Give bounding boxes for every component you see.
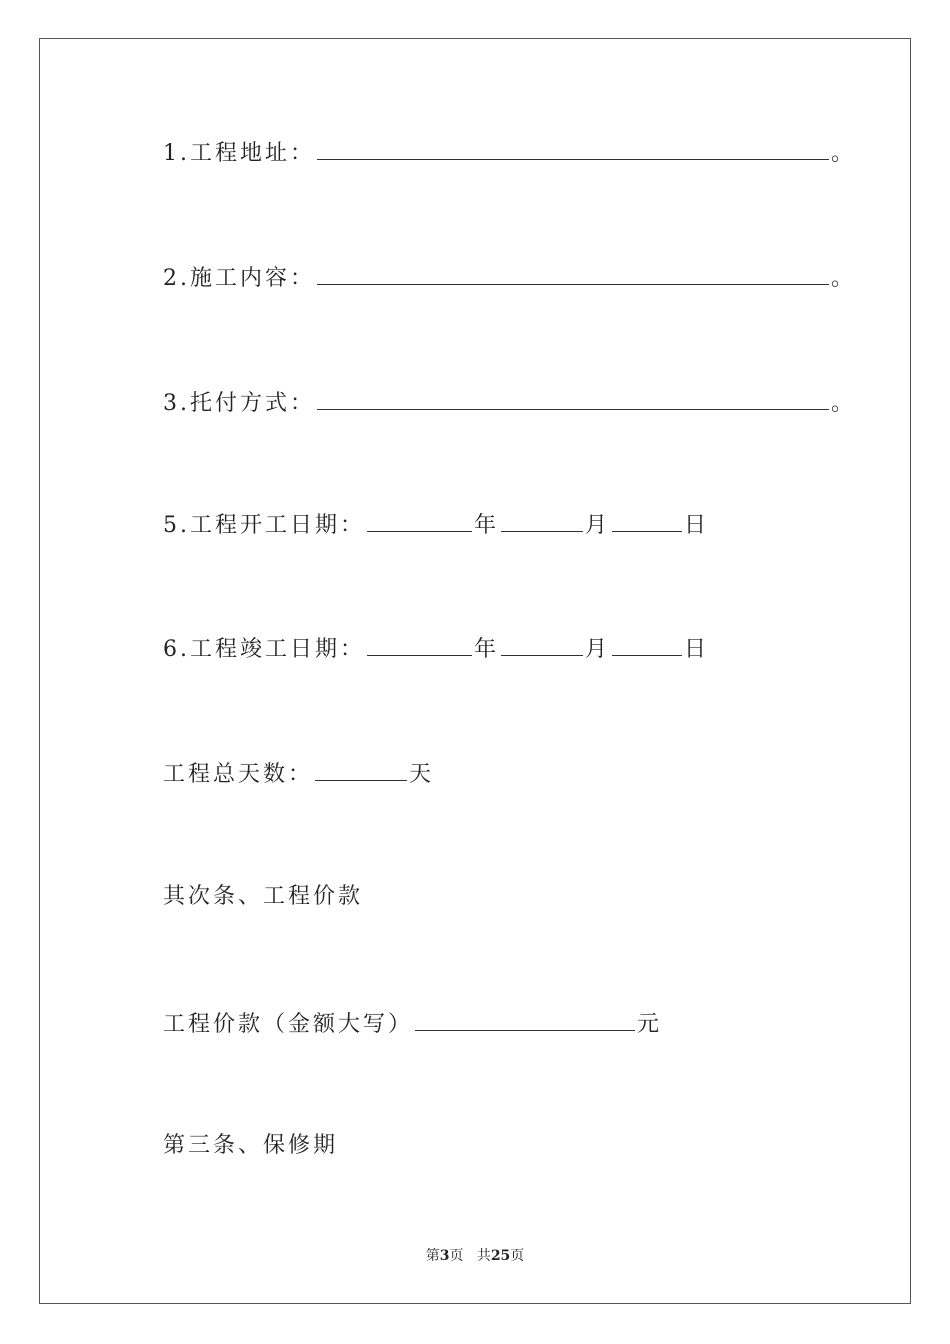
year-unit: 年	[474, 513, 500, 538]
field-label: 工程价款（金额大写）	[163, 1012, 414, 1037]
field-label: 2.施工内容：	[163, 266, 315, 291]
field-label: 6.工程竣工日期：	[163, 637, 365, 662]
content-blank[interactable]	[317, 262, 829, 285]
delivery-blank[interactable]	[317, 387, 829, 410]
field-delivery-method	[163, 387, 856, 419]
total-pages: 25	[490, 1248, 511, 1264]
total-days-blank[interactable]	[315, 758, 407, 781]
price-blank[interactable]	[415, 1008, 635, 1031]
page-word: 页	[449, 1248, 464, 1264]
month-unit: 月	[585, 637, 611, 662]
field-end: 天	[409, 762, 435, 787]
address-blank[interactable]	[317, 137, 829, 160]
end-day-blank[interactable]	[612, 633, 682, 656]
start-day-blank[interactable]	[612, 509, 682, 532]
start-year-blank[interactable]	[367, 509, 472, 532]
current-page: 3	[439, 1248, 450, 1264]
field-label: 3.托付方式：	[163, 391, 315, 416]
field-label: 工程总天数：	[163, 762, 314, 787]
day-unit: 日	[684, 513, 710, 538]
field-project-address	[163, 137, 856, 169]
month-unit: 月	[585, 513, 611, 538]
field-completion-date	[163, 633, 709, 665]
field-end: 。	[831, 391, 857, 416]
field-label: 1.工程地址：	[163, 141, 315, 166]
field-end: 。	[831, 141, 857, 166]
field-end: 元	[637, 1012, 663, 1037]
end-year-blank[interactable]	[367, 633, 472, 656]
section-heading-warranty	[163, 1131, 338, 1161]
end-month-blank[interactable]	[501, 633, 583, 656]
field-end: 。	[831, 266, 857, 291]
page-prefix: 第	[425, 1248, 440, 1264]
page-frame	[39, 38, 911, 1304]
total-prefix: 共	[476, 1248, 491, 1264]
total-suffix: 页	[510, 1248, 525, 1264]
field-total-days	[163, 758, 434, 790]
heading-text: 其次条、工程价款	[163, 884, 364, 909]
field-project-price	[163, 1008, 662, 1040]
field-construction-content	[163, 262, 856, 294]
day-unit: 日	[684, 637, 710, 662]
page-number	[0, 1246, 950, 1266]
year-unit: 年	[474, 637, 500, 662]
field-label: 5.工程开工日期：	[163, 513, 365, 538]
heading-text: 第三条、保修期	[163, 1133, 339, 1158]
start-month-blank[interactable]	[501, 509, 583, 532]
field-start-date	[163, 509, 709, 541]
section-heading-price	[163, 882, 363, 912]
